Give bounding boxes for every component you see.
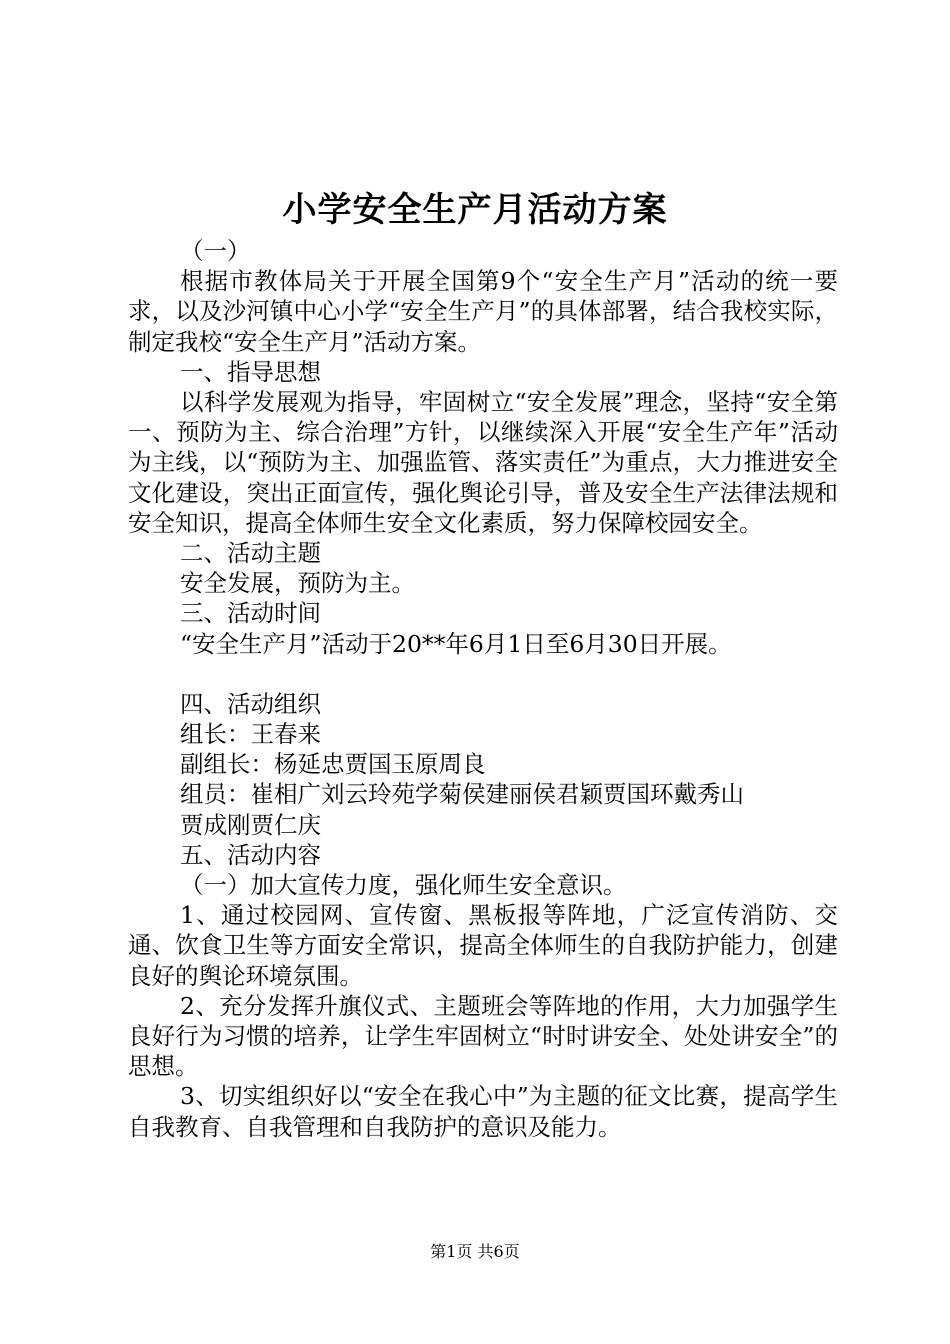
paragraph-section-marker: （一） [180, 237, 251, 265]
heading-guiding-thought: 一、指导思想 [180, 357, 321, 386]
paragraph-deputy-leader: 副组长：杨延忠贾国玉原周良 [180, 750, 486, 779]
heading-time: 三、活动时间 [180, 599, 321, 628]
subheading-publicity: （一）加大宣传力度，强化师生安全意识。 [180, 871, 627, 900]
paragraph-item-1: 1、通过校园网、宣传窗、黑板报等阵地，广泛宣传消防、交通、饮食卫生等方面安全常识，提高全体师生的自我防护能力，创建良好的舆论环境氛围。 [128, 901, 838, 990]
paragraph-leader: 组长：王春来 [180, 720, 321, 749]
heading-organization: 四、活动组织 [180, 689, 321, 718]
paragraph-theme: 安全发展，预防为主。 [180, 569, 415, 598]
heading-theme: 二、活动主题 [180, 539, 321, 568]
paragraph-members: 组员：崔相广刘云玲苑学菊侯建丽侯君颖贾国环戴秀山 [180, 780, 744, 809]
paragraph-time: “安全生产月”活动于20**年6月1日至6月30日开展。 [180, 629, 732, 658]
blank-line [128, 659, 838, 689]
document-title: 小学安全生产月活动方案 [282, 190, 668, 230]
page-number-footer: 第1页 共6页 [430, 1242, 520, 1261]
paragraph-intro: 根据市教体局关于开展全国第9个“安全生产月”活动的统一要求，以及沙河镇中心小学“安全生产月”的具体部署，结合我校实际，制定我校“安全生产月”活动方案。 [128, 267, 838, 356]
paragraph-item-3: 3、切实组织好以“安全在我心中”为主题的征文比赛，提高学生自我教育、自我管理和自我防护的意识及能力。 [128, 1082, 838, 1141]
paragraph-item-2: 2、充分发挥升旗仪式、主题班会等阵地的作用，大力加强学生良好行为习惯的培养，让学生牢固树立“时时讲安全、处处讲安全”的思想。 [128, 991, 838, 1081]
paragraph-guiding-thought: 以科学发展观为指导，牢固树立“安全发展”理念，坚持“安全第一、预防为主、综合治理”方针，以继续深入开展“安全生产年”活动为主线，以“预防为主、加强监管、落实责任”为重点，大力推进安全文化建设，突出正面宣传，强化舆论引导，普及安全生产法律法规和安全知识，提高全体师生安全文化素质，努力保障校园安全。 [128, 388, 838, 537]
document-body [128, 236, 838, 1142]
heading-content: 五、活动内容 [180, 840, 321, 869]
paragraph-members-continued: 贾成刚贾仁庆 [180, 810, 321, 839]
